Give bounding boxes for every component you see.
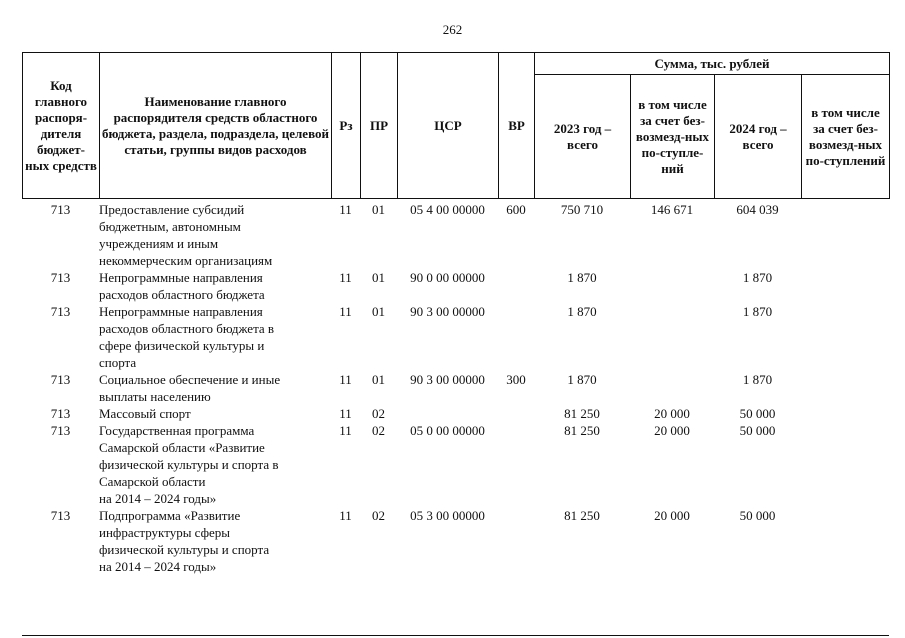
cell-2024-total: 1 870: [742, 304, 773, 319]
cell-2024-total: 50 000: [739, 423, 776, 438]
cell-pr: 02: [372, 423, 385, 438]
cell-2023-total: 81 250: [564, 508, 600, 523]
cell-csr: [397, 405, 498, 422]
cell-name: Государственная программа Самарской области «Развитие физической культуры и спорта в Самарской области на 2014 – 2024 годы»: [99, 423, 279, 506]
table-row: [22, 269, 889, 303]
cell-2023-free: [630, 303, 714, 371]
cell-2024-total: 1 870: [742, 372, 773, 387]
table-row: [22, 201, 889, 269]
cell-2023-free: 20 000: [654, 423, 690, 438]
cell-2024-free: [801, 269, 889, 303]
cell-code: 713: [50, 270, 71, 285]
cell-code: 713: [50, 202, 71, 217]
cell-2023-total: 1 870: [567, 372, 597, 387]
cell-pr: 01: [372, 304, 385, 319]
cell-rz: 11: [339, 202, 352, 217]
bottom-rule: [22, 635, 889, 636]
cell-name: Социальное обеспечение и иные выплаты населению: [99, 372, 281, 404]
header-rz: Рз: [332, 53, 361, 199]
table-row: [22, 507, 889, 575]
cell-pr: 01: [372, 202, 385, 217]
table-header: [22, 52, 890, 199]
cell-pr: 02: [372, 508, 385, 523]
cell-2024-total: 50 000: [739, 406, 776, 421]
table-row: [22, 371, 889, 405]
cell-2024-free: [801, 507, 889, 575]
cell-2023-total: 1 870: [567, 270, 597, 285]
cell-pr: 01: [372, 372, 385, 387]
cell-code: 713: [50, 508, 71, 523]
cell-2024-total: 50 000: [739, 508, 776, 523]
header-sum-group: Сумма, тыс. рублей: [535, 53, 890, 75]
cell-name: Непрограммные направления расходов областного бюджета: [99, 270, 265, 302]
page-number: 262: [442, 22, 463, 37]
cell-2024-free: [801, 201, 889, 269]
header-vr: ВР: [499, 53, 535, 199]
cell-name: Массовый спорт: [99, 406, 191, 421]
cell-csr: 05 4 00 00000: [410, 202, 485, 217]
header-2023-free: в том числе за счет без-возмезд-ных по-ступле-ний: [631, 75, 715, 199]
cell-name: Непрограммные направления расходов областного бюджета в сфере физической культуры и спорта: [99, 304, 275, 370]
cell-2024-total: 604 039: [736, 202, 779, 217]
cell-rz: 11: [339, 406, 352, 421]
cell-vr: [498, 303, 534, 371]
cell-2023-free: [630, 269, 714, 303]
cell-2023-free: 146 671: [650, 202, 694, 217]
cell-rz: 11: [339, 423, 352, 438]
cell-name: Подпрограмма «Развитие инфраструктуры сферы физической культуры и спорта на 2014 – 2024 годы»: [99, 508, 270, 574]
cell-rz: 11: [339, 508, 352, 523]
cell-2023-total: 1 870: [567, 304, 597, 319]
cell-vr: 600: [506, 202, 526, 217]
cell-2024-free: [801, 422, 889, 507]
table-row: [22, 303, 889, 371]
cell-pr: 02: [372, 406, 385, 421]
header-name: Наименование главного распорядителя средств областного бюджета, раздела, подраздела, целевой статьи, группы видов расходов: [100, 53, 332, 199]
cell-csr: 05 0 00 00000: [410, 423, 485, 438]
cell-2024-free: [801, 405, 889, 422]
cell-2023-free: 20 000: [654, 406, 690, 421]
cell-vr: [498, 422, 534, 507]
cell-pr: 01: [372, 270, 385, 285]
header-2023-total: 2023 год – всего: [535, 75, 631, 199]
cell-rz: 11: [339, 372, 352, 387]
cell-2023-total: 81 250: [564, 406, 600, 421]
cell-2023-total: 750 710: [560, 202, 604, 217]
cell-csr: 90 3 00 00000: [410, 304, 485, 319]
cell-csr: 90 0 00 00000: [410, 270, 485, 285]
cell-2023-free: 20 000: [654, 508, 690, 523]
cell-code: 713: [50, 372, 71, 387]
header-2024-free: в том числе за счет без-возмезд-ных по-ступлений: [802, 75, 890, 199]
header-2024-total: 2024 год – всего: [715, 75, 802, 199]
cell-code: 713: [50, 304, 71, 319]
cell-2023-free: [630, 371, 714, 405]
cell-name: Предоставление субсидий бюджетным, автономным учреждениям и иным некоммерческим организациям: [99, 202, 273, 268]
cell-code: 713: [50, 423, 71, 438]
cell-rz: 11: [339, 304, 352, 319]
table-body: [22, 201, 889, 575]
cell-2024-free: [801, 371, 889, 405]
header-pr: ПР: [361, 53, 398, 199]
cell-vr: 300: [506, 372, 526, 387]
table-row: [22, 422, 889, 507]
cell-csr: 05 3 00 00000: [410, 508, 485, 523]
cell-vr: [498, 269, 534, 303]
cell-csr: 90 3 00 00000: [410, 372, 485, 387]
cell-2024-free: [801, 303, 889, 371]
cell-vr: [498, 507, 534, 575]
cell-rz: 11: [339, 270, 352, 285]
header-csr: ЦСР: [398, 53, 499, 199]
cell-2023-total: 81 250: [564, 423, 600, 438]
table-row: [22, 405, 889, 422]
cell-2024-total: 1 870: [742, 270, 773, 285]
header-code: Код главного распоря-дителя бюджет-ных средств: [23, 53, 100, 199]
cell-vr: [498, 405, 534, 422]
cell-code: 713: [50, 406, 71, 421]
